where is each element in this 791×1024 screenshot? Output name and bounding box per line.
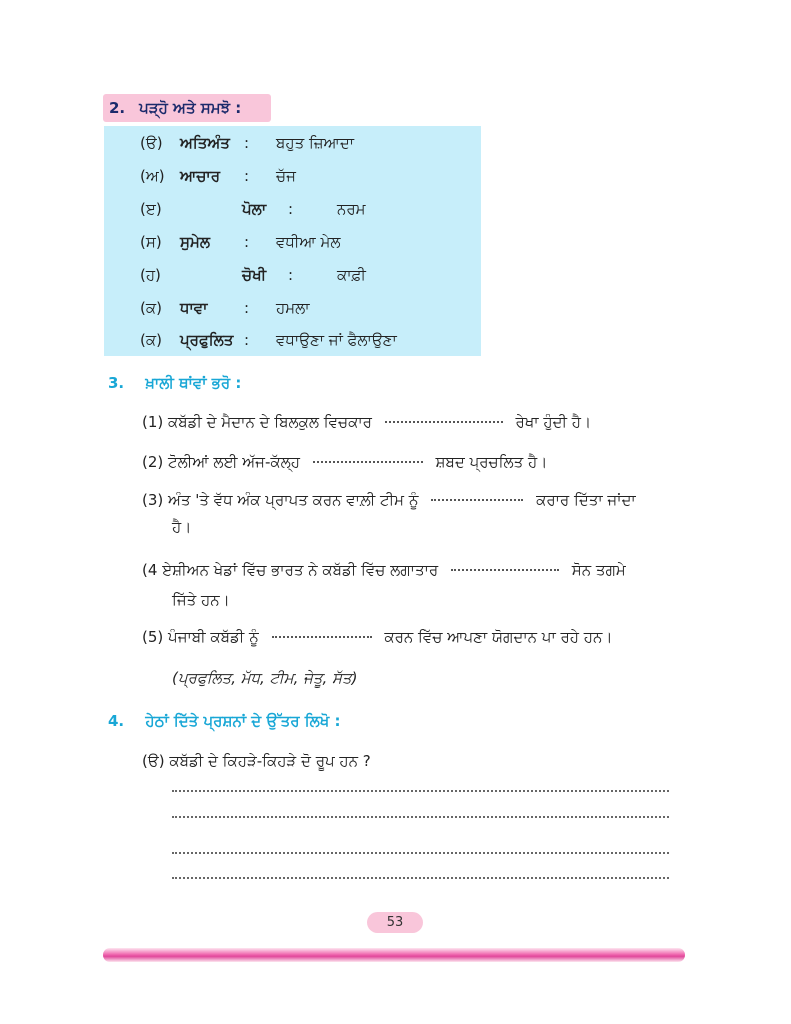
blank-line <box>451 569 559 571</box>
vocab-term: ਪ੍ਰਫੁਲਿਤ <box>180 331 234 349</box>
vocab-term: ਆਚਾਰ <box>180 167 221 185</box>
vocab-colon: : <box>244 233 250 251</box>
vocabulary-box <box>104 126 481 356</box>
item-text-before: ਟੋਲੀਆਂ ਲਈ ਅੱਜ-ਕੱਲ੍ਹ <box>168 453 300 471</box>
item-number: (1) <box>142 413 164 431</box>
answer-line[interactable] <box>172 852 669 854</box>
vocab-label: (ਕ) <box>140 299 162 317</box>
item-number: (4 <box>142 561 158 579</box>
vocab-row <box>104 329 481 351</box>
blank-item <box>142 561 626 579</box>
answer-line[interactable] <box>172 877 669 879</box>
item-text-before: ਪੰਜਾਬੀ ਕਬੱਡੀ ਨੂੰ <box>168 628 259 646</box>
vocab-meaning: ਕਾਫ਼ੀ <box>337 266 366 284</box>
blank-line <box>431 499 523 501</box>
section-3-number: 3. <box>108 374 125 392</box>
vocab-colon: : <box>244 167 250 185</box>
section-3-title: ਖ਼ਾਲੀ ਥਾਂਵਾਂ ਭਰੋ : <box>145 374 242 392</box>
vocab-term: ਧਾਵਾ <box>180 299 208 317</box>
section-2-number: 2. <box>109 99 126 117</box>
vocab-label: (ਅ) <box>140 167 165 185</box>
vocab-meaning: ਵਧੀਆ ਮੇਲ <box>276 233 341 251</box>
vocab-label: (ਸ) <box>140 233 162 251</box>
vocab-meaning: ਨਰਮ <box>337 200 366 218</box>
vocab-label: (ੲ) <box>140 200 162 218</box>
blank-line <box>272 636 372 638</box>
word-bank: (ਪ੍ਰਫੁਲਿਤ, ਮੱਧ, ਟੀਮ, ਜੇਤੂ, ਸੱਤ) <box>172 669 358 687</box>
blank-line <box>313 461 423 463</box>
item-number: (2) <box>142 453 164 471</box>
item-text-after: ਕਰਨ ਵਿੱਚ ਆਪਣਾ ਯੋਗਦਾਨ ਪਾ ਰਹੇ ਹਨ। <box>384 628 613 646</box>
vocab-colon: : <box>244 134 250 152</box>
section-4-heading <box>108 712 341 730</box>
vocab-colon: : <box>244 299 250 317</box>
item-text-after: ਕਰਾਰ ਦਿੱਤਾ ਜਾਂਦਾ <box>536 491 636 509</box>
section-3-heading <box>108 374 241 392</box>
vocab-colon: : <box>244 331 250 349</box>
blank-line <box>385 421 503 423</box>
section-4-title: ਹੇਠਾਂ ਦਿੱਤੇ ਪ੍ਰਸ਼ਨਾਂ ਦੇ ਉੱਤਰ ਲਿਖੋ : <box>145 712 341 730</box>
item-text-before: ਅੰਤ 'ਤੇ ਵੱਧ ਅੰਕ ਪ੍ਰਾਪਤ ਕਰਨ ਵਾਲ਼ੀ ਟੀਮ ਨੂੰ <box>168 491 419 509</box>
question: (ੳ) ਕਬੱਡੀ ਦੇ ਕਿਹੜੇ-ਕਿਹੜੇ ਦੋ ਰੂਪ ਹਨ ? <box>142 752 371 770</box>
vocab-row <box>104 231 481 253</box>
vocab-meaning: ਵਧਾਉਣਾ ਜਾਂ ਫੈਲਾਉਣਾ <box>276 331 397 349</box>
blank-item <box>142 628 613 646</box>
item-text-after: ਰੇਖਾ ਹੁੰਦੀ ਹੈ। <box>515 413 592 431</box>
vocab-meaning: ਬਹੁਤ ਜ਼ਿਆਦਾ <box>276 134 355 152</box>
vocab-meaning: ਚੱਜ <box>276 167 296 185</box>
vocab-colon: : <box>288 200 294 218</box>
section-2-heading <box>103 94 271 122</box>
blank-item <box>142 413 591 431</box>
item-continuation: ਹੈ। <box>172 518 192 536</box>
item-text-before: ਕਬੱਡੀ ਦੇ ਮੈਦਾਨ ਦੇ ਬਿਲਕੁਲ ਵਿਚਕਾਰ <box>168 413 372 431</box>
vocab-row <box>104 264 481 286</box>
blank-item <box>142 491 636 509</box>
page-number: 53 <box>367 912 423 933</box>
vocab-label: (ੳ) <box>140 134 163 152</box>
vocab-term: ਅਤਿਅੰਤ <box>180 134 230 152</box>
item-continuation: ਜਿੱਤੇ ਹਨ। <box>172 591 230 609</box>
section-2-title: ਪੜ੍ਹੋ ਅਤੇ ਸਮਝੋ : <box>139 99 242 117</box>
item-number: (5) <box>142 628 164 646</box>
item-text-after: ਸੋਨ ਤਗਮੇ <box>571 561 626 579</box>
vocab-term: ਪੋਲਾ <box>242 200 267 218</box>
item-text-after: ਸ਼ਬਦ ਪ੍ਰਚਲਿਤ ਹੈ। <box>435 453 548 471</box>
section-4-number: 4. <box>108 712 125 730</box>
answer-line[interactable] <box>172 816 669 818</box>
item-text-before: ਏਸ਼ੀਅਨ ਖੇਡਾਂ ਵਿੱਚ ਭਾਰਤ ਨੇ ਕਬੱਡੀ ਵਿੱਚ ਲਗਾਤਾਰ <box>162 561 439 579</box>
blank-item <box>142 453 547 471</box>
item-number: (3) <box>142 491 164 509</box>
vocab-row <box>104 132 481 154</box>
vocab-meaning: ਹਮਲਾ <box>276 299 310 317</box>
vocab-colon: : <box>288 266 294 284</box>
vocab-term: ਸੁਮੇਲ <box>180 233 211 251</box>
vocab-label: (ਕ) <box>140 331 162 349</box>
vocab-label: (ਹ) <box>140 266 161 284</box>
vocab-term: ਚੋਖੀ <box>242 266 267 284</box>
answer-line[interactable] <box>172 790 669 792</box>
vocab-row <box>104 198 481 220</box>
footer-bar <box>103 948 685 962</box>
vocab-row <box>104 165 481 187</box>
vocab-row <box>104 297 481 319</box>
